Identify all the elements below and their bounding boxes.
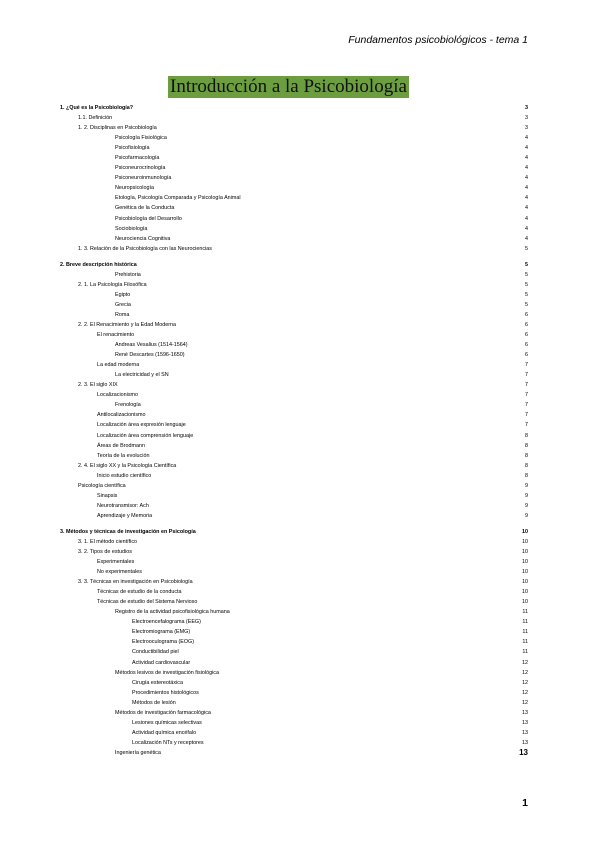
toc-entry[interactable] — [60, 290, 528, 300]
toc-entry[interactable] — [60, 461, 528, 471]
toc-entry-title: Psiconeuroinmunología — [115, 175, 172, 182]
toc-entry-page: 4 — [525, 145, 528, 152]
toc-entry-title: Sinapsis — [97, 492, 118, 499]
toc-entry-page: 4 — [525, 135, 528, 142]
toc-entry-title: 2. Breve descripción histórica — [60, 261, 137, 268]
toc-entry-page: 10 — [522, 589, 528, 596]
toc-entry-title: Psicobiología del Desarrollo — [115, 215, 182, 222]
toc-entry[interactable] — [60, 481, 528, 491]
toc-entry-page: 4 — [525, 195, 528, 202]
toc-entry-page: 11 — [522, 629, 528, 636]
toc-entry[interactable] — [60, 451, 528, 461]
toc-entry[interactable] — [60, 567, 528, 577]
toc-entry-title: Grecia — [115, 301, 131, 308]
toc-entry-page: 8 — [525, 462, 528, 469]
toc-entry-page: 11 — [522, 609, 528, 616]
toc-entry[interactable] — [60, 527, 528, 537]
toc-entry[interactable] — [60, 627, 528, 637]
toc-entry-page: 6 — [525, 342, 528, 349]
toc-entry-title: Localización área expresión lenguaje — [97, 422, 186, 429]
toc-entry[interactable] — [60, 380, 528, 390]
toc-entry[interactable] — [60, 370, 528, 380]
table-of-contents — [60, 103, 528, 758]
toc-entry-page: 4 — [525, 235, 528, 242]
toc-entry-title: Electromiograma (EMG) — [132, 629, 191, 636]
toc-entry[interactable] — [60, 537, 528, 547]
toc-entry[interactable] — [60, 718, 528, 728]
toc-entry-title: Cirugía estereotáxica — [132, 679, 183, 686]
toc-entry-title: 1.1. Definición — [78, 115, 113, 122]
toc-entry-page: 7 — [525, 402, 528, 409]
toc-entry[interactable] — [60, 214, 528, 224]
toc-entry[interactable] — [60, 688, 528, 698]
toc-entry-page: 9 — [525, 492, 528, 499]
toc-entry[interactable] — [60, 738, 528, 748]
toc-entry[interactable] — [60, 280, 528, 290]
toc-entry-page: 10 — [522, 549, 528, 556]
toc-entry-page: 3 — [525, 105, 528, 111]
toc-entry-title: Lesiones químicas selectivas — [132, 719, 202, 726]
toc-entry-title: 1. 2. Disciplinas en Psicobiología — [78, 125, 157, 132]
toc-entry-page: 7 — [525, 412, 528, 419]
toc-entry-page: 6 — [525, 311, 528, 318]
toc-entry-page: 4 — [525, 155, 528, 162]
toc-entry[interactable] — [60, 658, 528, 668]
toc-entry-title: 3. Métodos y técnicas de investigación en Psicología — [60, 528, 196, 535]
toc-entry-title: 3. 2. Tipos de estudios — [78, 549, 132, 556]
toc-entry-title: 2. 3. El siglo XIX — [78, 382, 118, 389]
toc-entry[interactable] — [60, 748, 528, 758]
toc-entry-page: 4 — [525, 165, 528, 172]
toc-entry-title: 2. 4. El siglo XX y la Psicología Científica — [78, 462, 177, 469]
toc-entry-title: Sociobiología — [115, 225, 148, 232]
toc-entry[interactable] — [60, 668, 528, 678]
toc-entry[interactable] — [60, 103, 528, 113]
toc-entry[interactable] — [60, 420, 528, 430]
toc-entry[interactable] — [60, 698, 528, 708]
toc-entry-title: Actividad química encéfalo — [132, 729, 197, 736]
toc-entry[interactable] — [60, 123, 528, 133]
toc-entry-page: 5 — [525, 261, 528, 268]
toc-entry-title: Psicofisiología — [115, 145, 150, 152]
toc-entry-title: No experimentales — [97, 569, 142, 576]
toc-entry-page: 10 — [522, 569, 528, 576]
toc-entry-title: Psicología científica — [78, 482, 126, 489]
toc-entry-title: Áreas de Brodmann — [97, 442, 145, 449]
toc-entry[interactable] — [60, 173, 528, 183]
toc-entry[interactable] — [60, 350, 528, 360]
toc-entry-page: 5 — [525, 271, 528, 278]
toc-entry-page: 12 — [522, 669, 528, 676]
toc-entry-page: 6 — [525, 352, 528, 359]
toc-entry-title: Psiconeurocrinología — [115, 165, 166, 172]
toc-entry-page: 8 — [525, 452, 528, 459]
toc-entry-title: Técnicas de estudio de la conducta — [97, 589, 182, 596]
toc-entry-title: 1. ¿Qué es la Psicobiología? — [60, 105, 134, 111]
toc-entry[interactable] — [60, 678, 528, 688]
toc-entry[interactable] — [60, 471, 528, 481]
toc-entry-title: Etología, Psicología Comparada y Psicología Animal — [115, 195, 241, 202]
toc-entry-title: Inicio estudio científico — [97, 472, 152, 479]
toc-entry[interactable] — [60, 260, 528, 270]
toc-entry[interactable] — [60, 330, 528, 340]
toc-entry-title: Ingeniería genética — [115, 749, 161, 756]
toc-entry[interactable] — [60, 320, 528, 330]
toc-entry-title: René Descartes (1596-1650) — [115, 352, 185, 359]
toc-entry[interactable] — [60, 390, 528, 400]
toc-entry[interactable] — [60, 557, 528, 567]
toc-entry[interactable] — [60, 113, 528, 123]
toc-entry[interactable] — [60, 224, 528, 234]
toc-entry-page: 13 — [522, 739, 528, 746]
toc-entry-title: Localización área comprensión lenguaje — [97, 432, 194, 439]
toc-entry-page: 11 — [522, 639, 528, 646]
toc-entry-page: 5 — [525, 245, 528, 252]
toc-entry[interactable] — [60, 441, 528, 451]
document-title: Introducción a la Psicobiología — [170, 76, 407, 97]
toc-entry-page: 6 — [525, 332, 528, 339]
toc-entry-title: Procedimientos histológicos — [132, 689, 199, 696]
toc-entry-title: Antilocalizacionismo — [97, 412, 146, 419]
toc-entry[interactable] — [60, 183, 528, 193]
toc-entry[interactable] — [60, 270, 528, 280]
toc-entry-title: 3. 3. Técnicas en investigación en Psicobiología — [78, 579, 193, 586]
toc-entry[interactable] — [60, 597, 528, 607]
toc-entry-page: 5 — [525, 281, 528, 288]
toc-entry-page: 13 — [522, 709, 528, 716]
toc-entry-page: 9 — [525, 512, 528, 519]
toc-entry[interactable] — [60, 143, 528, 153]
toc-entry-title: Genética de la Conducta — [115, 205, 175, 212]
toc-entry-page: 7 — [525, 362, 528, 369]
toc-entry[interactable] — [60, 647, 528, 657]
toc-entry-page: 10 — [522, 538, 528, 545]
toc-entry-title: Localización NTs y receptores — [132, 739, 204, 746]
toc-entry-page: 10 — [522, 559, 528, 566]
toc-entry-title: 2. 1. La Psicología Filosófica — [78, 281, 147, 288]
toc-entry[interactable] — [60, 617, 528, 627]
toc-entry-page: 12 — [522, 679, 528, 686]
toc-entry[interactable] — [60, 431, 528, 441]
toc-entry-title: Electroencefalograma (EEG) — [132, 619, 201, 626]
toc-entry[interactable] — [60, 244, 528, 254]
toc-entry-title: Prehistoria — [115, 271, 141, 278]
toc-entry-title: Egipto — [115, 291, 131, 298]
toc-entry-title: Neuropsicología — [115, 185, 154, 192]
toc-entry[interactable] — [60, 300, 528, 310]
toc-entry-title: Psicología Fisiológica — [115, 135, 167, 142]
toc-entry-page: 13 — [522, 719, 528, 726]
toc-entry-page: 5 — [525, 301, 528, 308]
toc-entry-page: 4 — [525, 225, 528, 232]
toc-entry-title: 3. 1. El método científico — [78, 538, 138, 545]
toc-entry-page: 7 — [525, 372, 528, 379]
toc-entry-title: Aprendizaje y Memoria — [97, 512, 153, 519]
toc-entry-title: La electricidad y el SN — [115, 372, 169, 379]
toc-entry[interactable] — [60, 607, 528, 617]
toc-entry-title: Teoría de la evolución — [97, 452, 150, 459]
toc-entry-title: Localizacionismo — [97, 392, 139, 399]
toc-entry-title: Roma — [115, 311, 130, 318]
toc-entry-title: Experimentales — [97, 559, 135, 566]
toc-entry-page: 3 — [525, 115, 528, 122]
toc-entry-page: 13 — [519, 747, 528, 757]
toc-entry-title: Conductibilidad piel — [132, 649, 179, 656]
toc-entry-page: 12 — [522, 659, 528, 666]
toc-entry-page: 4 — [525, 205, 528, 212]
toc-entry-page: 11 — [522, 619, 528, 626]
toc-entry-title: Métodos de lesión — [132, 699, 176, 706]
toc-entry[interactable] — [60, 163, 528, 173]
toc-entry-page: 6 — [525, 321, 528, 328]
toc-entry[interactable] — [60, 310, 528, 320]
toc-entry-page: 7 — [525, 392, 528, 399]
toc-entry[interactable] — [60, 587, 528, 597]
toc-entry-page: 12 — [522, 699, 528, 706]
toc-entry[interactable] — [60, 511, 528, 521]
toc-entry-page: 10 — [522, 579, 528, 586]
toc-entry[interactable] — [60, 193, 528, 203]
toc-entry-page: 8 — [525, 432, 528, 439]
toc-entry[interactable] — [60, 708, 528, 718]
toc-entry[interactable] — [60, 400, 528, 410]
toc-entry-page: 9 — [525, 502, 528, 509]
toc-entry-page: 5 — [525, 291, 528, 298]
toc-entry-page: 9 — [525, 482, 528, 489]
toc-entry-title: Métodos de investigación farmacológica — [115, 709, 211, 716]
toc-entry[interactable] — [60, 360, 528, 370]
toc-entry[interactable] — [60, 153, 528, 163]
toc-entry[interactable] — [60, 577, 528, 587]
toc-entry[interactable] — [60, 203, 528, 213]
toc-entry-page: 11 — [522, 649, 528, 656]
toc-entry-title: Registro de la actividad psicofisiológica humana — [115, 609, 230, 616]
toc-entry-page: 8 — [525, 472, 528, 479]
toc-entry-title: Actividad cardiovascular — [132, 659, 191, 666]
toc-entry-title: Psicofarmacología — [115, 155, 160, 162]
running-header: Fundamentos psicobiológicos - tema 1 — [348, 34, 528, 46]
toc-entry-title: Neurotransmisor: Ach — [97, 502, 149, 509]
toc-entry-title: El renacimiento — [97, 332, 135, 339]
toc-entry[interactable] — [60, 340, 528, 350]
toc-entry[interactable] — [60, 234, 528, 244]
toc-entry-title: Neurociencia Cognitiva — [115, 235, 171, 242]
toc-entry-page: 3 — [525, 125, 528, 132]
toc-entry[interactable] — [60, 133, 528, 143]
toc-entry-page: 4 — [525, 185, 528, 192]
toc-entry-page: 7 — [525, 382, 528, 389]
toc-entry-title: Electrooculograma (EOG) — [132, 639, 195, 646]
toc-entry-title: La edad moderna — [97, 362, 140, 369]
toc-entry-title: 2. 2. El Renacimiento y la Edad Moderna — [78, 321, 176, 328]
toc-entry[interactable] — [60, 491, 528, 501]
toc-entry[interactable] — [60, 637, 528, 647]
toc-entry-page: 8 — [525, 442, 528, 449]
toc-entry[interactable] — [60, 410, 528, 420]
toc-entry-page: 13 — [522, 729, 528, 736]
toc-entry-page: 7 — [525, 422, 528, 429]
page-number: 1 — [522, 797, 528, 809]
toc-entry-title: Técnicas de estudio del Sistema Nervioso — [97, 599, 198, 606]
toc-entry[interactable] — [60, 728, 528, 738]
toc-entry-title: Métodos lesivos de investigación fisiológica — [115, 669, 219, 676]
toc-entry-title: Frenología — [115, 402, 141, 409]
toc-entry[interactable] — [60, 501, 528, 511]
toc-entry-page: 4 — [525, 175, 528, 182]
toc-entry-title: Andreas Vesalius (1514-1564) — [115, 342, 188, 349]
toc-entry-page: 12 — [522, 689, 528, 696]
toc-entry-page: 10 — [522, 599, 528, 606]
toc-entry[interactable] — [60, 547, 528, 557]
toc-entry-title: 1. 3. Relación de la Psicobiología con las Neurociencias — [78, 245, 212, 252]
toc-entry-page: 10 — [522, 528, 528, 535]
toc-entry-page: 4 — [525, 215, 528, 222]
